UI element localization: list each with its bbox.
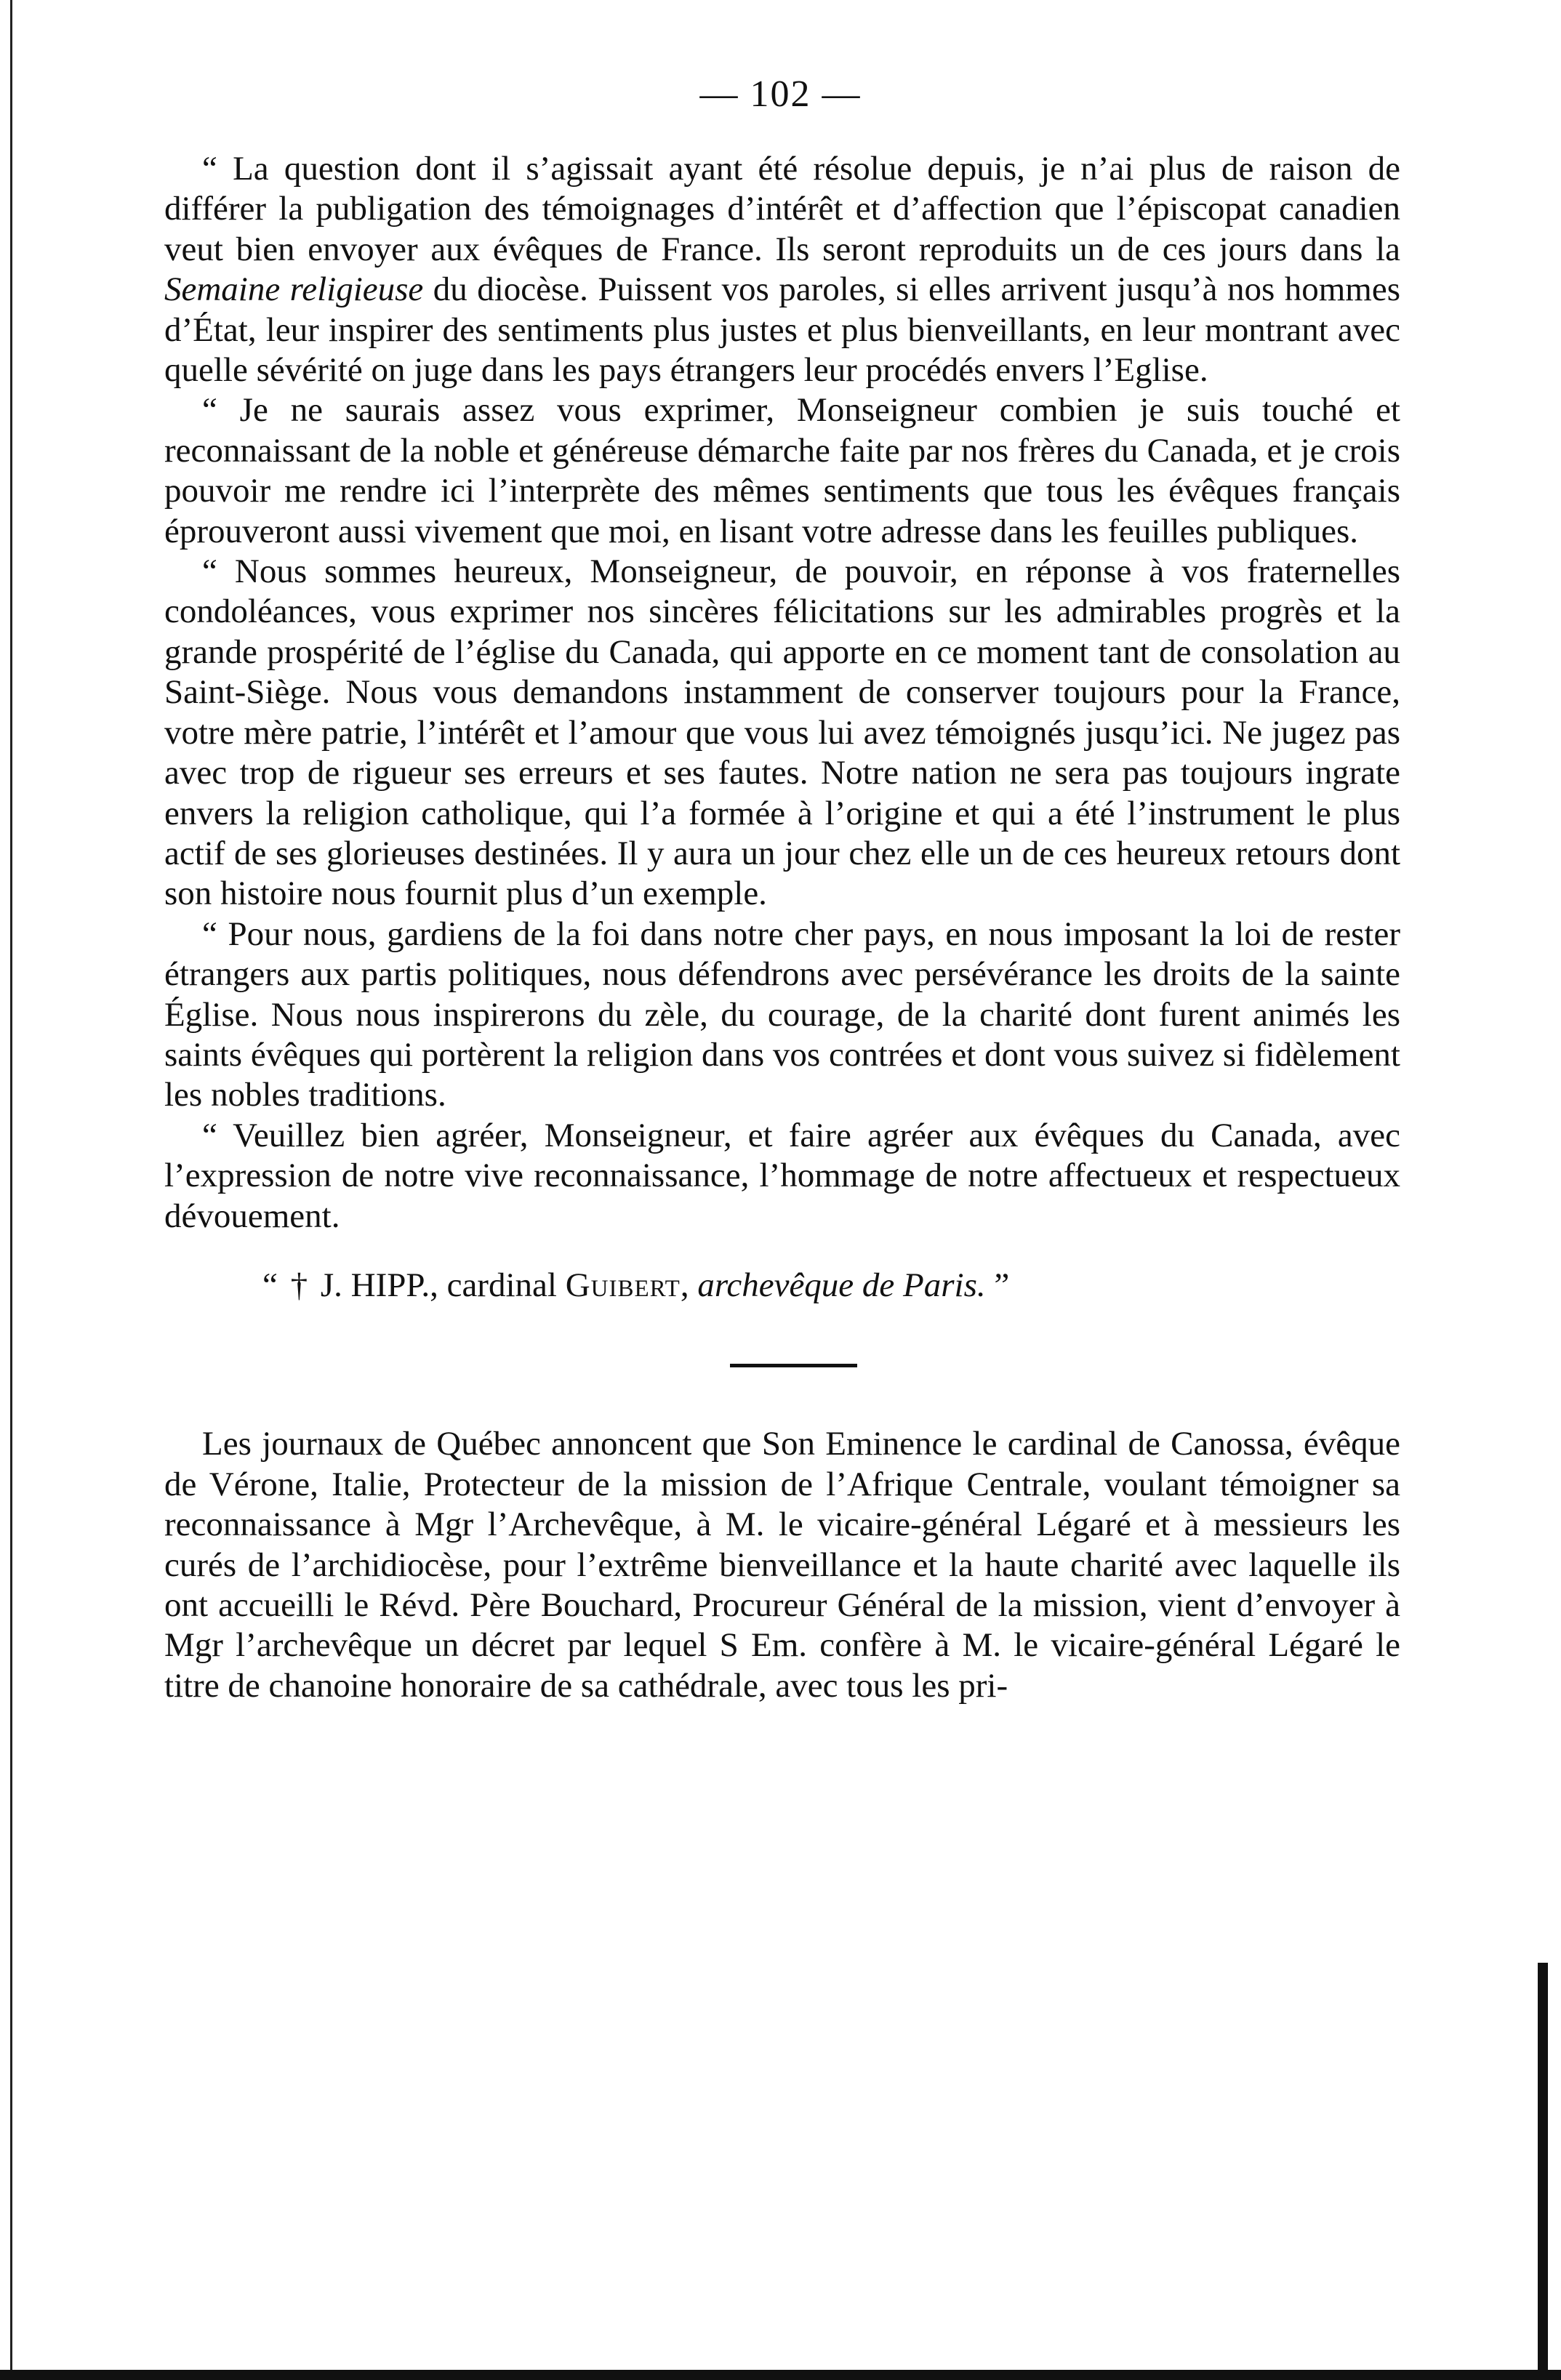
- letter-paragraph: [164, 149, 1400, 390]
- paragraph-text: “ Veuillez bien agréer, Monseigneur, et faire agréer aux évêques du Canada, avec l’expression de notre vive reconnaissance, l’hommage de notre affectueux et respectueux dévouement.: [164, 1116, 1400, 1235]
- section-divider: [730, 1364, 857, 1367]
- letter-paragraph: [164, 1116, 1400, 1237]
- paragraph-text: du diocèse. Puissent vos paroles, si elles arrivent jusqu’à nos hommes d’État, leur inspirer des sentiments plus justes et plus bienveillants, en leur montrant avec quelle sévérité on juge dans les pays étrangers leur procédés envers l’Eglise.: [164, 270, 1400, 390]
- signature-close-quote: ”: [994, 1266, 1010, 1304]
- letter-paragraph: [164, 390, 1400, 552]
- letter-paragraphs: [164, 149, 1400, 1237]
- letter-paragraph: [164, 552, 1400, 914]
- body-text: [164, 149, 1400, 1706]
- signature-line: “ † J. HIPP., cardinal Guibert, archevêque de Paris. ”: [164, 1266, 1400, 1306]
- italic-title: Semaine religieuse: [164, 270, 424, 309]
- paragraph-text: “ Nous sommes heureux, Monseigneur, de pouvoir, en réponse à vos fraternelles condoléances, vous exprimer nos sincères félicitations sur les admirables progrès et la grande prospérité de l’église du Canada, qui apporte en ce moment tant de consolation au Saint-Siège. Nous vous demandons instamment de conserver toujours pour la France, votre mère patrie, l’intérêt et l’amour que vous lui avez témoignés jusqu’ici. Ne jugez pas avec trop de rigueur ses erreurs et ses fautes. Notre nation ne sera pas toujours ingrate envers la religion catholique, qui l’a formée à l’origine et qui a été l’instrument le plus actif de ses glorieuses destinées. Il y aura un jour chez elle un de ces heureux retours dont son histoire nous fournit plus d’un exemple.: [164, 552, 1400, 913]
- page-bottom-edge: [0, 2370, 1561, 2380]
- page-right-edge-shadow: [1538, 1963, 1548, 2370]
- letter-paragraph: [164, 914, 1400, 1116]
- paragraph-text: “ La question dont il s’agissait ayant été résolue depuis, je n’ai plus de raison de différer la publigation des témoignages d’intérêt et d’affection que l’épiscopat canadien veut bien envoyer aux évêques de France. Ils seront reproduits un de ces jours dans la: [164, 150, 1400, 268]
- news-paragraph: Les journaux de Québec annoncent que Son Eminence le cardinal de Canossa, évêque de Vérone, Italie, Protecteur de la mission de l’Afrique Centrale, voulant témoigner sa reconnaissance à Mgr l’Archevêque, à M. le vicaire-général Légaré et à messieurs les curés de l’archidiocèse, pour l’extrême bienveillance et la haute charité avec laquelle ils ont accueilli le Révd. Père Bouchard, Procureur Général de la mission, vient d’envoyer à Mgr l’archevêque un décret par lequel S Em. confère à M. le vicaire-général Légaré le titre de chanoine honoraire de sa cathédrale, avec tous les pri-: [164, 1425, 1400, 1705]
- paragraph-text: “ Je ne saurais assez vous exprimer, Monseigneur combien je suis touché et reconnaissant de la noble et généreuse démarche faite par nos frères du Canada, et je crois pouvoir me rendre ici l’interprète des mêmes sentiments que tous les évêques français éprouveront aussi vivement que moi, en lisant votre adresse dans les feuilles publiques.: [164, 391, 1400, 550]
- paragraph-text: “ Pour nous, gardiens de la foi dans notre cher pays, en nous imposant la loi de rester étrangers aux partis politiques, nous défendrons avec persévérance les droits de la sainte Église. Nous nous inspirerons du zèle, du courage, de la charité dont furent animés les saints évêques qui portèrent la religion dans vos contrées et dont vous suivez si fidèlement les nobles traditions.: [164, 914, 1400, 1114]
- page-number: — 102 —: [699, 73, 862, 115]
- cross-glyph: †: [290, 1266, 308, 1304]
- signature-name: J. HIPP., cardinal: [320, 1266, 566, 1304]
- page-left-edge: [10, 0, 12, 2380]
- signature-surname: Guibert: [565, 1266, 681, 1304]
- signature-title: archevêque de Paris.: [697, 1266, 986, 1304]
- signature-open-quote: “: [262, 1266, 278, 1304]
